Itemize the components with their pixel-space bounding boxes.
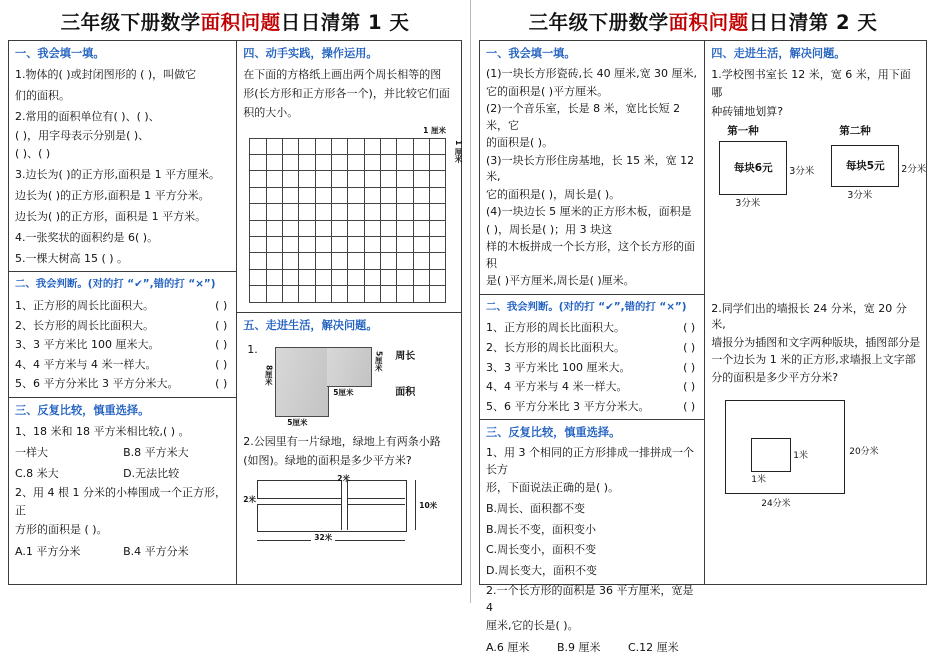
answer-parenthesis[interactable]: ( ) — [215, 298, 228, 312]
grid-cell — [267, 204, 283, 220]
fill-line: (1)一块长方形瓷砖,长 40 厘米,宽 30 厘米, — [486, 67, 698, 81]
grid-cell — [283, 204, 299, 220]
page-frame-day1 — [8, 40, 462, 585]
grid-cell — [348, 204, 364, 220]
grid-cell — [365, 188, 381, 204]
grid-cell — [381, 139, 397, 155]
column-right-day1 — [237, 41, 461, 584]
grid-cell — [397, 221, 413, 237]
section-judgement-day1 — [9, 271, 236, 397]
grid-cell — [283, 188, 299, 204]
grid-cell — [283, 270, 299, 286]
grid-cell — [348, 286, 364, 302]
grid-label-top: 1 厘米 — [423, 125, 446, 135]
grid-cell — [267, 253, 283, 269]
l-shape-label-mid-bottom: 5厘米 — [333, 388, 354, 398]
choice-option[interactable]: D.周长变大，面积不变 — [486, 564, 597, 578]
grid-cell — [283, 253, 299, 269]
tile-bottom-label-first: 3分米 — [735, 197, 761, 209]
grid-cell — [267, 171, 283, 187]
question-number: 1. — [247, 343, 258, 357]
practice-line: 积的大小。 — [243, 105, 299, 119]
poster-figure — [717, 394, 921, 516]
grid-cell — [267, 139, 283, 155]
section-heading-application: 五、走进生活，解决问题。 — [243, 318, 378, 332]
column-left-day2 — [480, 41, 705, 654]
tile-box-second — [831, 145, 899, 187]
answer-parenthesis[interactable]: ( ) — [683, 340, 696, 354]
choice-option[interactable]: B.周长不变，面积变小 — [486, 522, 597, 536]
grid-cell — [283, 286, 299, 302]
judgement-row — [486, 338, 699, 358]
grid-cell — [397, 286, 413, 302]
page-title-highlight: 面积问题 — [668, 11, 749, 34]
park-dim-vertical — [415, 480, 416, 530]
grid-cell — [414, 221, 430, 237]
choice-option[interactable]: D.无法比较 — [123, 466, 180, 480]
fill-line: (2)一个音乐室，长是 8 米，宽比长短 2 米，它 — [486, 102, 681, 132]
grid-cell — [414, 155, 430, 171]
tile-comparison-figure — [711, 123, 927, 215]
l-shape-part-left — [275, 347, 329, 417]
choice-question: 1、18 米和 18 平方米相比较,( ) 。 — [15, 424, 190, 438]
grid-cell — [299, 188, 315, 204]
park-road-horizontal — [257, 498, 405, 505]
fill-line: 的面积是( )。 — [486, 136, 554, 150]
grid-cell — [267, 270, 283, 286]
section-heading-application: 四、走进生活，解决问题。 — [711, 47, 846, 61]
section-heading-choice: 三、反复比较，慎重选择。 — [486, 426, 621, 440]
tile-box-first — [719, 141, 787, 195]
section-heading-fill-in: 一、我会填一填。 — [15, 47, 105, 61]
judgement-row — [15, 355, 231, 375]
grid-cell — [316, 237, 332, 253]
choice-option[interactable]: 一样大 — [15, 446, 48, 460]
grid-cell — [332, 286, 348, 302]
choice-option[interactable]: B.4 平方分米 — [123, 544, 189, 558]
tile-caption-first: 第一种 — [727, 124, 759, 137]
grid-cell — [250, 171, 266, 187]
grid-cell — [332, 221, 348, 237]
grid-cell — [332, 188, 348, 204]
l-shape-label-bottom: 5厘米 — [287, 418, 308, 428]
grid-cell — [250, 237, 266, 253]
grid-cell — [316, 253, 332, 269]
grid-cell — [332, 171, 348, 187]
grid-cell — [430, 188, 446, 204]
answer-parenthesis[interactable]: ( ) — [215, 377, 228, 391]
fill-line: 4.一张奖状的面积约是 6( )。 — [15, 230, 159, 244]
fill-line: 它的面积是( )平方厘米。 — [486, 84, 609, 98]
grid-cell — [348, 221, 364, 237]
answer-parenthesis[interactable]: ( ) — [683, 360, 696, 374]
grid-cell — [397, 155, 413, 171]
judgement-row — [486, 397, 699, 417]
grid-cell — [365, 221, 381, 237]
fill-line: ( )、( ) — [15, 147, 51, 161]
section-practice-day1 — [237, 41, 461, 311]
grid-cell — [332, 204, 348, 220]
grid-cell — [332, 237, 348, 253]
l-shape-label-left: 8厘米 — [264, 365, 274, 386]
grid-cell — [414, 237, 430, 253]
grid-cell — [299, 286, 315, 302]
grid-cell — [430, 139, 446, 155]
choice-question: 2、用 4 根 1 分米的小棒围成一个正方形，正 — [15, 486, 226, 517]
choice-option[interactable]: A.6 厘米 — [486, 640, 530, 654]
fill-line: 它的面积是( )，周长是( )。 — [486, 187, 621, 201]
fill-line: ( )，周长是( )；用 3 块这 — [486, 222, 613, 236]
grid-cell — [250, 253, 266, 269]
grid-cell — [316, 155, 332, 171]
choice-option[interactable]: B.周长、面积都不变 — [486, 501, 586, 515]
grid-cell — [332, 155, 348, 171]
grid-cell — [381, 286, 397, 302]
choice-option[interactable]: C.12 厘米 — [628, 640, 679, 654]
application-line: 一个边长为 1 米的正方形,求墙报上文字部 — [711, 353, 916, 367]
section-application-day2 — [705, 41, 926, 519]
section-heading-judgement: 二、我会判断。(对的打 “✔”,错的打 “×”) — [486, 300, 687, 313]
section-choice-day2 — [480, 419, 704, 661]
judgement-text: 2、长方形的周长比面积大。 — [486, 340, 625, 354]
judgement-text: 2、长方形的周长比面积大。 — [15, 318, 154, 332]
application-line: 分的面积是多少平方分米? — [711, 370, 839, 384]
grid-cell — [267, 286, 283, 302]
grid-cell — [430, 171, 446, 187]
grid-cell — [316, 286, 332, 302]
grid-cell — [299, 171, 315, 187]
grid-cell — [316, 221, 332, 237]
grid-paper[interactable] — [249, 138, 446, 303]
grid-cell — [299, 204, 315, 220]
section-choice-day1 — [9, 397, 236, 565]
choice-option[interactable]: B.8 平方米大 — [123, 446, 189, 460]
fill-line: 们的面积。 — [15, 89, 70, 103]
grid-cell — [365, 155, 381, 171]
grid-cell — [267, 221, 283, 237]
judgement-text: 5、6 平方分米比 3 平方分米大。 — [15, 377, 179, 391]
judgement-row — [486, 358, 699, 378]
fill-line: ( )，用字母表示分别是( )、 — [15, 128, 150, 142]
grid-cell — [283, 155, 299, 171]
fill-line: 3.边长为( )的正方形,面积是 1 平方厘米。 — [15, 168, 221, 182]
grid-cell — [267, 237, 283, 253]
judgement-text: 3、3 平方米比 100 厘米大。 — [486, 360, 631, 374]
page-frame-day2 — [479, 40, 927, 654]
l-shape-label-right: 5厘米 — [374, 351, 384, 372]
choice-option-row — [15, 443, 231, 463]
grid-cell — [365, 204, 381, 220]
grid-cell — [414, 253, 430, 269]
grid-cell — [267, 155, 283, 171]
choice-question: 方形的面积是 ( )。 — [15, 522, 108, 536]
choice-option-row — [15, 542, 231, 562]
practice-line: 在下面的方格纸上画出两个周长相等的图 — [243, 68, 442, 82]
grid-cell — [348, 171, 364, 187]
judgement-row — [15, 296, 231, 316]
grid-cell — [414, 188, 430, 204]
grid-cell — [381, 188, 397, 204]
grid-cell — [365, 171, 381, 187]
grid-cell — [430, 237, 446, 253]
grid-cell — [397, 139, 413, 155]
grid-cell — [397, 237, 413, 253]
grid-cell — [430, 253, 446, 269]
judgement-row — [486, 318, 699, 338]
grid-cell — [397, 171, 413, 187]
page-title-day2 — [479, 6, 927, 40]
practice-line: 形(长方形和正方形各一个)，并比较它们面 — [243, 87, 450, 101]
judgement-row — [15, 335, 231, 355]
tile-side-label-second: 2分米 — [901, 163, 927, 175]
grid-cell — [316, 204, 332, 220]
poster-label-inner-bottom: 1米 — [751, 475, 766, 486]
judgement-row — [15, 316, 231, 336]
grid-cell — [365, 237, 381, 253]
grid-cell — [365, 286, 381, 302]
grid-cell — [299, 237, 315, 253]
grid-cell — [299, 221, 315, 237]
judgement-text: 4、4 平方米与 4 米一样大。 — [15, 357, 157, 371]
choice-option[interactable]: A.1 平方分米 — [15, 544, 81, 558]
grid-cell — [332, 253, 348, 269]
grid-cell — [250, 188, 266, 204]
choice-option[interactable]: C.8 米大 — [15, 466, 59, 480]
choice-option[interactable]: C.周长变小，面积不变 — [486, 543, 597, 557]
fill-line: 样的木板拼成一个长方形，这个长方形的面积 — [486, 240, 695, 270]
judgement-text: 4、4 平方米与 4 米一样大。 — [486, 380, 628, 394]
grid-cell — [365, 270, 381, 286]
page-title-suffix: 日日清第 2 天 — [748, 11, 878, 34]
answer-parenthesis[interactable]: ( ) — [215, 318, 228, 332]
grid-cell — [348, 139, 364, 155]
tile-caption-second: 第二种 — [839, 124, 871, 137]
l-shape-part-right — [327, 347, 372, 387]
park-label-road-top: 2米 — [337, 474, 350, 484]
page-title-prefix: 三年级下册数学 — [528, 11, 669, 34]
grid-cell — [316, 270, 332, 286]
grid-cell — [414, 270, 430, 286]
section-heading-practice: 四、动手实践，操作运用。 — [243, 47, 378, 61]
park-figure — [243, 474, 456, 548]
grid-cell — [299, 270, 315, 286]
grid-cell — [381, 171, 397, 187]
page-title-prefix: 三年级下册数学 — [60, 11, 201, 34]
application-line: 2.公园里有一片绿地，绿地上有两条小路 — [243, 435, 441, 449]
grid-cell — [283, 221, 299, 237]
tile-price-first: 每块6元 — [733, 162, 773, 175]
application-line: 种砖铺地划算? — [711, 104, 784, 118]
grid-cell — [348, 253, 364, 269]
grid-cell — [299, 155, 315, 171]
poster-label-right: 20分米 — [849, 447, 879, 458]
application-line: 2.同学们出的墙报长 24 分米，宽 20 分米, — [711, 301, 907, 332]
section-fill-in-day2 — [480, 41, 704, 293]
grid-cell — [250, 139, 266, 155]
grid-cell — [348, 155, 364, 171]
fill-line: 是( )平方厘米,周长是( )厘米。 — [486, 274, 635, 288]
grid-cell — [397, 270, 413, 286]
answer-parenthesis[interactable]: ( ) — [683, 321, 696, 335]
grid-cell — [316, 188, 332, 204]
grid-cell — [250, 286, 266, 302]
worksheet-page-day2 — [470, 0, 935, 654]
tile-bottom-label-second: 3分米 — [847, 189, 873, 201]
application-line: 1.学校图书室长 12 米，宽 6 米，用下面哪 — [711, 68, 911, 100]
fill-line: (3)一块长方形住房基地，长 15 米，宽 12 米, — [486, 153, 695, 184]
grid-cell — [381, 270, 397, 286]
grid-cell — [414, 139, 430, 155]
grid-cell — [430, 155, 446, 171]
section-heading-choice: 三、反复比较，慎重选择。 — [15, 403, 150, 417]
park-label-road-left: 2米 — [243, 495, 256, 505]
section-heading-judgement: 二、我会判断。(对的打 “✔”,错的打 “×”) — [15, 278, 216, 291]
application-line: 墙报分为插图和文字两种版块，插图部分是 — [711, 335, 921, 349]
grid-cell — [250, 155, 266, 171]
judgement-text: 1、正方形的周长比面积大。 — [486, 321, 625, 335]
l-shape-figure — [245, 339, 456, 431]
grid-paper-wrap — [249, 125, 463, 303]
judgement-row — [486, 377, 699, 397]
judgement-text: 3、3 平方米比 100 厘米大。 — [15, 338, 160, 352]
grid-cell — [316, 171, 332, 187]
park-outline — [257, 480, 407, 532]
grid-cell — [397, 253, 413, 269]
grid-cell — [430, 221, 446, 237]
grid-cell — [250, 270, 266, 286]
answer-parenthesis[interactable]: ( ) — [215, 338, 228, 352]
grid-cell — [414, 171, 430, 187]
answer-parenthesis[interactable]: ( ) — [215, 357, 228, 371]
page-title-highlight: 面积问题 — [200, 11, 281, 34]
page-title-suffix: 日日清第 1 天 — [280, 11, 410, 34]
grid-cell — [283, 237, 299, 253]
grid-cell — [397, 188, 413, 204]
grid-cell — [250, 221, 266, 237]
choice-option-row — [15, 464, 231, 484]
answer-parenthesis[interactable]: ( ) — [683, 399, 696, 413]
grid-cell — [381, 253, 397, 269]
judgement-text: 5、6 平方分米比 3 平方分米大。 — [486, 399, 650, 413]
l-shape-label-area: 面积 — [395, 387, 416, 399]
section-application-day1 — [237, 312, 461, 551]
grid-cell — [267, 188, 283, 204]
grid-cell — [430, 270, 446, 286]
fill-line: 边长为( )的正方形,面积是 1 平方分米。 — [15, 189, 210, 203]
grid-label-right: 1 厘米 — [453, 139, 463, 163]
grid-cell — [348, 188, 364, 204]
grid-cell — [299, 253, 315, 269]
page-title-day1 — [8, 6, 462, 40]
fill-line: (4)一块边长 5 厘米的正方形木板，面积是 — [486, 205, 692, 219]
column-left-day1 — [9, 41, 237, 584]
choice-question: 1、用 3 个相同的正方形排成一排拼成一个长方 — [486, 446, 694, 476]
tile-side-label-first: 3分米 — [789, 165, 815, 177]
judgement-row — [15, 374, 231, 394]
grid-cell — [430, 286, 446, 302]
grid-cell — [430, 204, 446, 220]
application-line: (如图)。绿地的面积是多少平方米? — [243, 454, 412, 468]
grid-cell — [381, 221, 397, 237]
grid-cell — [381, 237, 397, 253]
poster-label-bottom: 24分米 — [761, 499, 791, 510]
grid-cell — [365, 139, 381, 155]
grid-cell — [365, 253, 381, 269]
grid-cell — [316, 139, 332, 155]
park-road-vertical — [341, 480, 348, 530]
grid-cell — [250, 204, 266, 220]
grid-cell — [397, 204, 413, 220]
l-shape-label-perimeter: 周长 — [395, 351, 416, 363]
fill-line: 1.物体的( )或封闭图形的 ( )，叫做它 — [15, 68, 197, 82]
choice-option[interactable]: B.9 厘米 — [557, 640, 601, 654]
tile-price-second: 每块5元 — [845, 160, 885, 173]
choice-question: 形，下面说法正确的是( )。 — [486, 481, 620, 495]
grid-cell — [348, 237, 364, 253]
fill-line: 5.一棵大树高 15 ( ) 。 — [15, 251, 129, 265]
fill-line: 2.常用的面积单位有( )、( )、 — [15, 109, 160, 123]
grid-cell — [414, 204, 430, 220]
grid-cell — [332, 270, 348, 286]
section-fill-in-day1 — [9, 41, 236, 271]
park-label-width: 32米 — [311, 532, 335, 543]
grid-cell — [332, 139, 348, 155]
grid-cell — [381, 204, 397, 220]
grid-cell — [381, 155, 397, 171]
worksheet-page-day1 — [0, 0, 470, 603]
column-right-day2 — [705, 41, 926, 584]
section-judgement-day2 — [480, 294, 704, 420]
answer-parenthesis[interactable]: ( ) — [683, 380, 696, 394]
choice-option-row — [486, 638, 699, 658]
fill-line: 边长为( )的正方形，面积是 1 平方米。 — [15, 209, 207, 223]
judgement-text: 1、正方形的周长比面积大。 — [15, 298, 154, 312]
park-label-height: 10米 — [419, 501, 438, 511]
choice-question: 2.一个长方形的面积是 36 平方厘米，宽是 4 — [486, 584, 694, 614]
grid-cell — [283, 139, 299, 155]
choice-question: 厘米,它的长是( )。 — [486, 619, 579, 633]
grid-cell — [348, 270, 364, 286]
grid-cell — [299, 139, 315, 155]
grid-cell — [414, 286, 430, 302]
section-heading-fill-in: 一、我会填一填。 — [486, 47, 576, 61]
poster-label-inner-right: 1米 — [793, 451, 808, 462]
grid-cell — [283, 171, 299, 187]
poster-inner-square — [751, 438, 791, 472]
